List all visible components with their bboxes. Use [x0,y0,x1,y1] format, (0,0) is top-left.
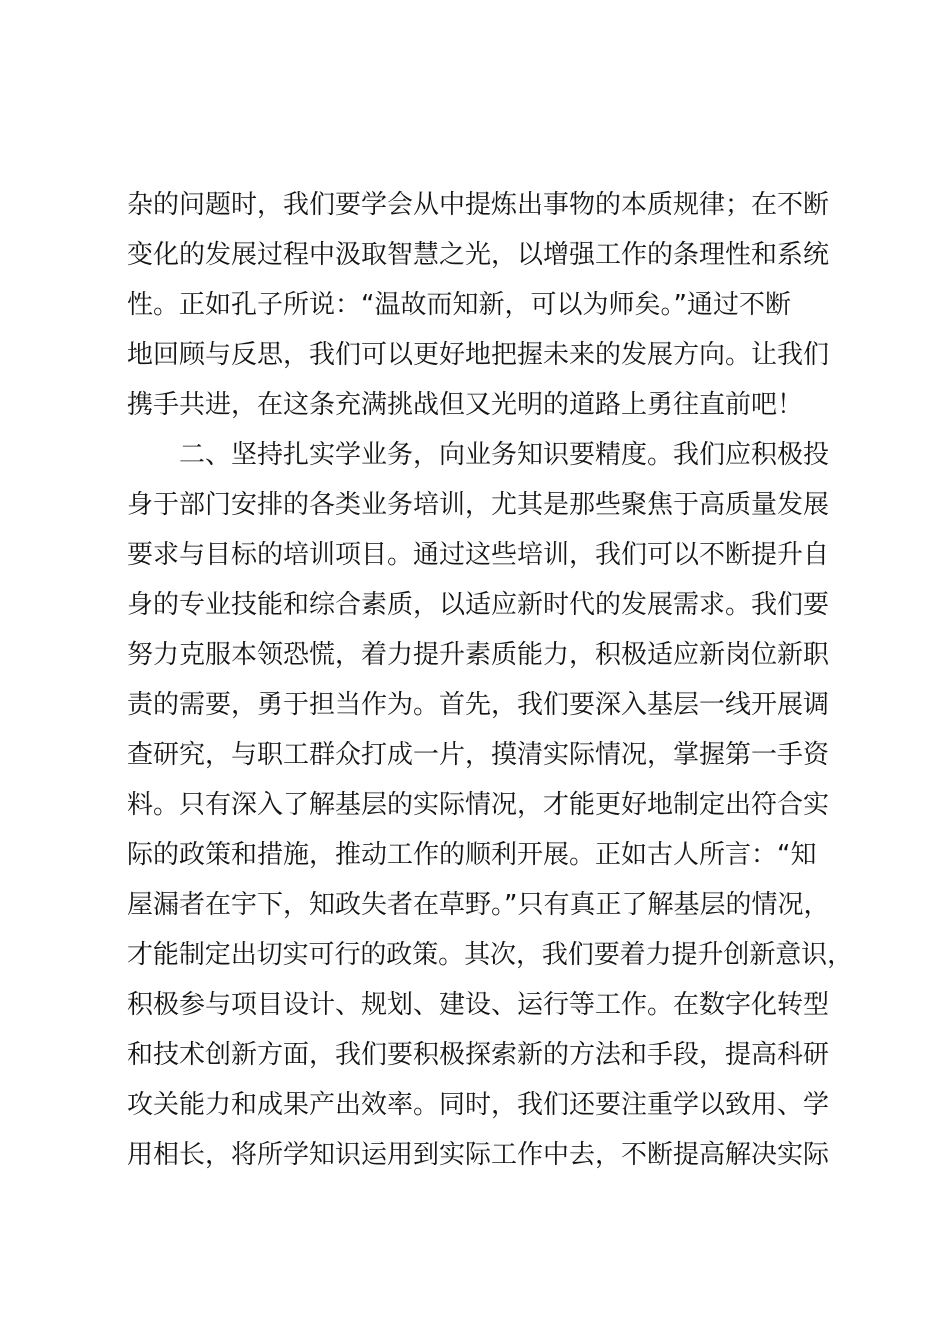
text-line: 用相长，将所学知识运用到实际工作中去，不断提高解决实际 [127,1140,830,1170]
text-line: 杂的问题时，我们要学会从中提炼出事物的本质规律；在不断 [127,190,830,220]
text-line: 携手共进，在这条充满挑战但又光明的道路上勇往直前吧！ [127,390,804,420]
text-line: 变化的发展过程中汲取智慧之光，以增强工作的条理性和系统 [127,240,830,270]
section-heading-line: 二、坚持扎实学业务，向业务知识要精度。我们应积极投 [179,440,830,470]
text-line: 攻关能力和成果产出效率。同时，我们还要注重学以致用、学 [127,1090,830,1120]
text-line: 地回顾与反思，我们可以更好地把握未来的发展方向。让我们 [127,340,830,370]
text-line: 屋漏者在宇下，知政失者在草野。”只有真正了解基层的情况， [127,890,830,920]
text-line: 努力克服本领恐慌，着力提升素质能力，积极适应新岗位新职 [127,640,830,670]
text-line: 料。只有深入了解基层的实际情况，才能更好地制定出符合实 [127,790,830,820]
text-line: 才能制定出切实可行的政策。其次，我们要着力提升创新意识， [127,940,854,970]
text-line: 查研究，与职工群众打成一片，摸清实际情况，掌握第一手资 [127,740,830,770]
text-line: 责的需要，勇于担当作为。首先，我们要深入基层一线开展调 [127,690,830,720]
body-text [127,180,853,1180]
text-line: 身的专业技能和综合素质，以适应新时代的发展需求。我们要 [127,590,830,620]
text-line: 际的政策和措施，推动工作的顺利开展。正如古人所言：“知 [127,840,817,870]
text-line: 和技术创新方面，我们要积极探索新的方法和手段，提高科研 [127,1040,830,1070]
text-line: 积极参与项目设计、规划、建设、运行等工作。在数字化转型 [127,990,830,1020]
text-line: 身于部门安排的各类业务培训，尤其是那些聚焦于高质量发展 [127,490,830,520]
text-line: 性。正如孔子所说：“温故而知新，可以为师矣。”通过不断 [127,290,791,320]
text-line: 要求与目标的培训项目。通过这些培训，我们可以不断提升自 [127,540,830,570]
